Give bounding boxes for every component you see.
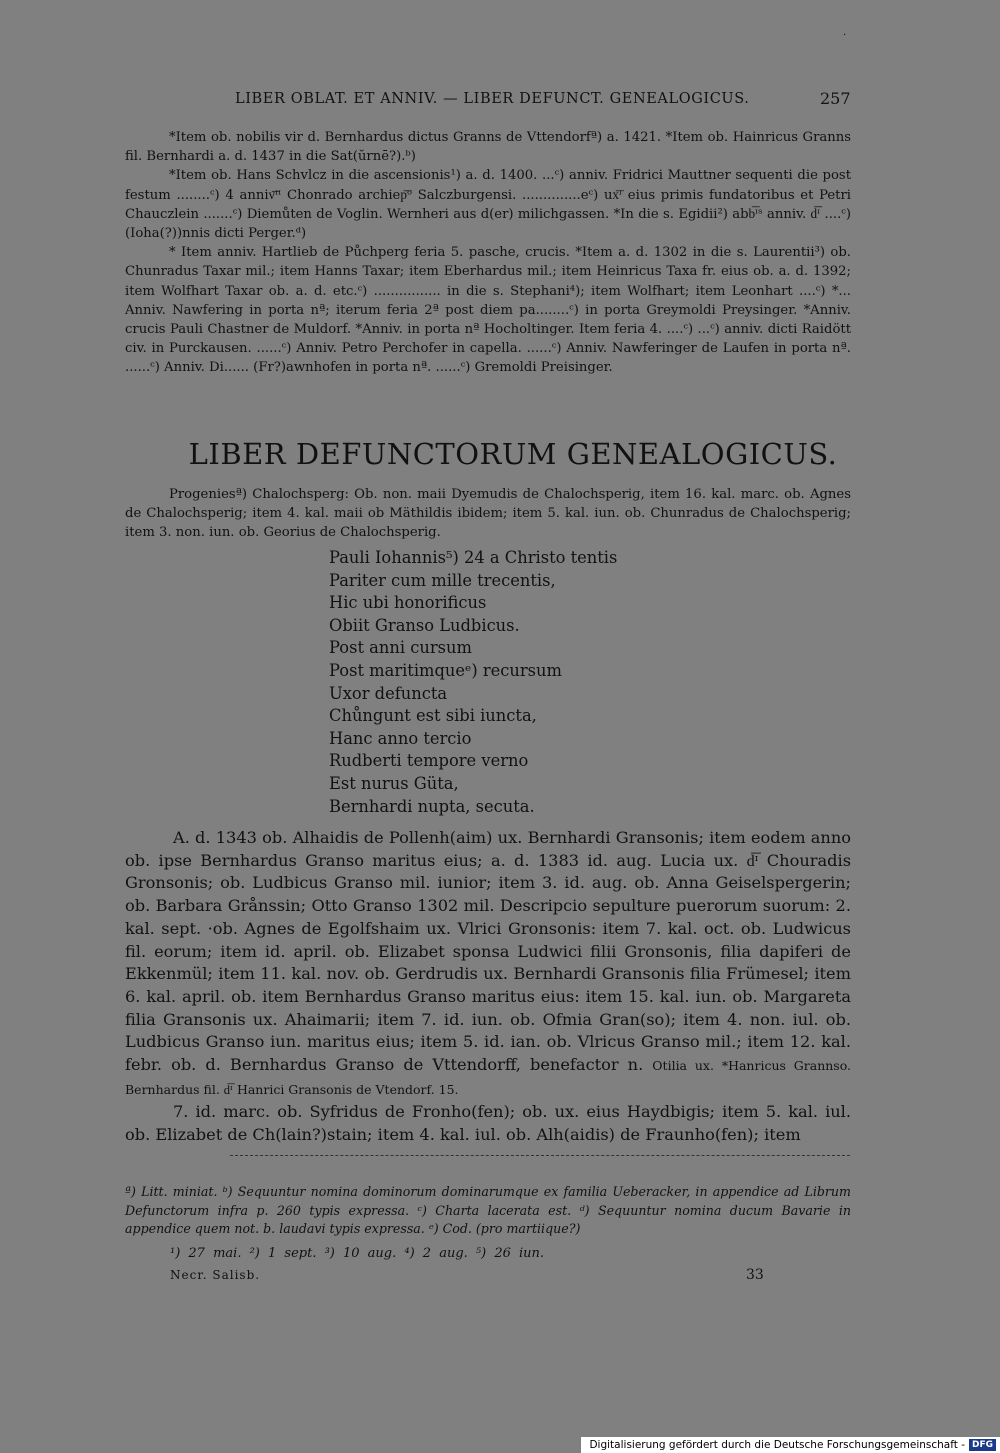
page-mark: · [843, 30, 847, 41]
poem [329, 547, 617, 818]
poem-line: Pariter cum mille trecentis, [329, 570, 556, 590]
poem-line: Rudberti tempore verno [329, 751, 529, 771]
poem-line: Bernhardi nupta, secuta. [329, 796, 535, 816]
top-paragraph: *Item ob. nobilis vir d. Bernhardus dictus Granns de Vttendorfª) a. 1421. *Item ob. Hainricus Granns fil. Bernhardi a. d. 1437 in die Sat(ŭrnē?).ᵇ) [125, 130, 851, 165]
top-entries [125, 128, 851, 378]
page-number: 257 [820, 89, 851, 108]
poem-line: Post anni cursum [329, 638, 472, 658]
section-title: LIBER DEFUNCTORUM GENEALOGICUS. [188, 437, 838, 471]
top-paragraph: *Item ob. Hans Schvlcz in die ascensionis¹) a. d. 1400. ...ᶜ) anniv. Fridrici Mauttner sequenti die post festum ........ᶜ) 4 anniv͞ᶦᶦ Chonrado archiep͞ᵒ Salczburgensi. ..............eᶜ) ux͞ᶦ eius primis fundatoribus et Petri Chauczlein .......ᶜ) Diemůten de Voglin. Wernheri aus d(er) milichgassen. *In die s. Egidii²) abb͞ᶦˢ anniv. d͞ᶦ ....ᶜ) (Ioha(?))nnis dicti Perger.ᵈ) [125, 168, 851, 242]
poem-line: Hic ubi honorificus [329, 593, 487, 613]
footnote-divider [230, 1155, 850, 1156]
top-paragraph: * Item anniv. Hartlieb de Půchperg feria 5. pasche, crucis. *Item a. d. 1302 in die s. Laurentii³) ob. Chunradus Taxar mil.; item Hanns Taxar; item Eberhardus mil.; item Heinricus Taxa fr. eius ob. a. d. 1392; item Wolfhart Taxar ob. a. d. etc.ᶜ) ................ in die s. Stephani⁴); item Wolfhart; item Leonhart ....ᶜ) *... Anniv. Nawfering in porta nª; iterum feria 2ª post diem pa........ᶜ) in porta Greymoldi Preysinger. *Anniv. crucis Pauli Chastner de Muldorf. *Anniv. in porta nª Hocholtinger. Item feria 4. ....ᶜ) ...ᶜ) anniv. dicti Raidött civ. in Purckausen. ......ᶜ) Anniv. Petro Perchofer in capella. ......ᶜ) Anniv. Nawferinger de Laufen in porta nª. ......ᶜ) Anniv. Di...... (Fr?)awnhofen in porta nª. ......ᶜ) Gremoldi Preisinger. [125, 245, 851, 376]
dfg-logo-icon: DFG [969, 1439, 996, 1451]
poem-line: Obiit Granso Ludbicus. [329, 615, 520, 635]
main-paragraph [125, 827, 851, 1101]
signature-mark: Necr. Salisb. [170, 1268, 261, 1282]
poem-line: Post maritimqueᵉ) recursum [329, 660, 562, 680]
main-paragraph: 7. id. marc. ob. Syfridus de Fronho(fen); ob. ux. eius Haydbigis; item 5. kal. iul. ob. Elizabet de Ch(lain?)stain; item 4. kal. iul. ob. Alh(aidis) de Fraunho(fen); item [125, 1102, 851, 1145]
poem-line: Chůngunt est sibi iuncta, [329, 706, 537, 726]
footnotes-letters: ª) Litt. miniat. ᵇ) Sequuntur nomina dominorum dominarumque ex familia Ueberacker, in appendice ad Librum Defunctorum infra p. 260 typis expressa. ᶜ) Charta lacerata est. ᵈ) Sequuntur nomina ducum Bavarie in appendice quem not. b. laudavi typis expressa. ᵉ) Cod. (pro martiique?) [125, 1184, 851, 1237]
poem-line: Uxor defuncta [329, 683, 448, 703]
footer-text: Digitalisierung gefördert durch die Deutsche Forschungsgemeinschaft - [589, 1439, 965, 1451]
main-paragraph-text: A. d. 1343 ob. Alhaidis de Pollenh(aim) ux. Bernhardi Gransonis; item eodem anno ob. ipse Bernhardus Granso maritus eius; a. d. 1383 id. aug. Lucia ux. d͞ᶦ Chouradis Gronsonis; ob. Ludbicus Granso mil. iunior; item 3. id. aug. ob. Anna Geiselspergerin; ob. Barbara Grånssin; Otto Granso 1302 mil. Descripcio sepulture puerorum suorum: 2. kal. sept. ·ob. Agnes de Egolfshaim ux. Vlrici Gronsonis: item 7. kal. oct. ob. Ludwicus fil. eorum; item id. april. ob. Elizabet sponsa Ludwici filii Gronsonis, filia dapiferi de Ekkenmül; item 11. kal. nov. ob. Gerdrudis ux. Bernhardi Gransonis filia Frümesel; item 6. kal. april. ob. item Bernhardus Granso maritus eius: item 15. kal. iun. ob. Margareta filia Gransonis ux. Ahaimarii; item 7. id. iun. ob. Ofmia Gran(so); item 4. non. iul. ob. Ludbicus Granso iun. maritus eius; item 5. id. ian. ob. Vlricus Granso mil.; item 12. kal. febr. ob. d. Bernhardus Granso de Vttendorff, benefactor n. [125, 828, 851, 1075]
running-head: LIBER OBLAT. ET ANNIV. — LIBER DEFUNCT. GENEALOGICUS. [235, 91, 750, 107]
main-paragraph-addition: Otilia ux. *Hanricus Grannso. Bernhardus fil. d͞ᶦ Hanrici Gransonis de Vtendorf. 15. [125, 1058, 851, 1097]
digitization-footer [581, 1437, 1000, 1453]
progenies-paragraph: Progeniesª) Chalochsperg: Ob. non. maii Dyemudis de Chalochsperig, item 16. kal. marc. ob. Agnes de Chalochsperig; item 4. kal. maii ob Mäthildis ibidem; item 5. kal. iun. ob. Chunradus de Chalochsperig; item 3. non. iun. ob. Georius de Chalochsperig. [125, 487, 851, 541]
poem-line: Hanc anno tercio [329, 728, 472, 748]
progenies-block [125, 485, 851, 543]
signature-number: 33 [746, 1267, 764, 1283]
poem-line: Pauli Iohannis⁵) 24 a Christo tentis [329, 548, 618, 567]
footnotes-numbers: ¹) 27 mai. ²) 1 sept. ³) 10 aug. ⁴) 2 aug. ⁵) 26 iun. [170, 1246, 545, 1261]
main-text [125, 827, 851, 1147]
poem-line: Est nurus Güta, [329, 773, 459, 793]
